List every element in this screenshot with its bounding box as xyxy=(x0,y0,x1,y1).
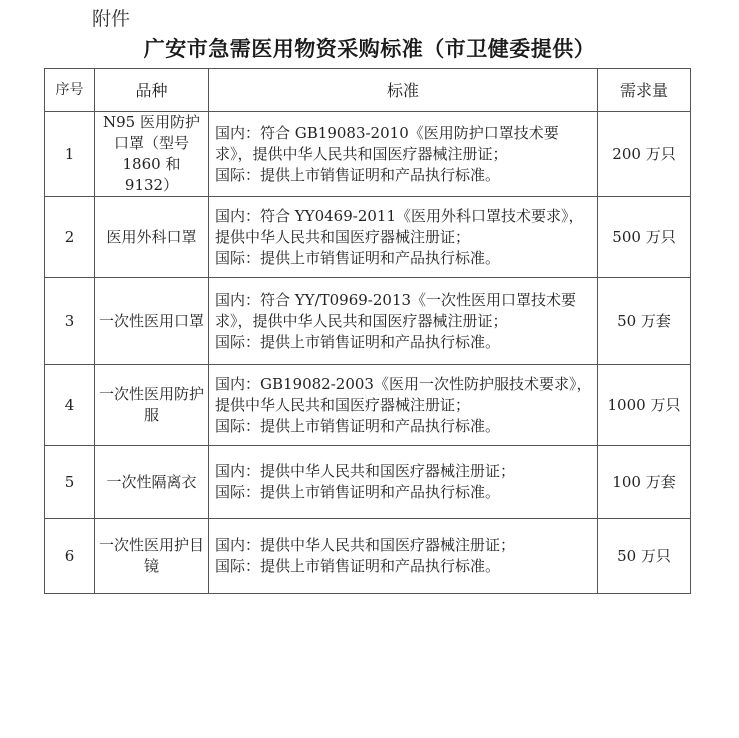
table-row xyxy=(45,365,691,446)
table-row xyxy=(45,278,691,365)
table-row xyxy=(45,446,691,519)
row-item: 医用外科口罩 xyxy=(95,197,209,278)
row-item: 一次性隔离衣 xyxy=(95,446,209,519)
row-standard xyxy=(209,519,598,594)
standard-domestic: 国内：符合 YY0469-2011《医用外科口罩技术要求》，提供中华人民共和国医疗器械注册证； xyxy=(215,206,584,246)
header-item: 品种 xyxy=(95,69,209,112)
standard-international: 国际：提供上市销售证明和产品执行标准。 xyxy=(215,416,501,435)
header-quantity: 需求量 xyxy=(598,69,691,112)
row-standard xyxy=(209,365,598,446)
standard-international: 国际：提供上市销售证明和产品执行标准。 xyxy=(215,332,501,351)
table-row xyxy=(45,112,691,197)
attachment-label: 附件 xyxy=(92,8,131,30)
row-standard xyxy=(209,446,598,519)
row-seq: 6 xyxy=(45,519,95,594)
standard-domestic: 国内：符合 YY/T0969-2013《一次性医用口罩技术要求》，提供中华人民共和国医疗器械注册证； xyxy=(215,290,577,330)
standard-domestic: 国内：GB19082-2003《医用一次性防护服技术要求》，提供中华人民共和国医疗器械注册证； xyxy=(215,374,592,414)
standard-domestic: 国内：提供中华人民共和国医疗器械注册证； xyxy=(215,536,516,554)
row-quantity: 50 万只 xyxy=(598,519,691,594)
row-standard xyxy=(209,112,598,197)
document-title: 广安市急需医用物资采购标准（市卫健委提供） xyxy=(143,36,596,61)
row-seq: 3 xyxy=(45,278,95,365)
procurement-standards-table xyxy=(44,68,691,594)
table-row xyxy=(45,197,691,278)
row-quantity: 200 万只 xyxy=(598,112,691,197)
standard-international: 国际：提供上市销售证明和产品执行标准。 xyxy=(215,248,501,267)
row-item: N95 医用防护口罩（型号 1860 和 9132） xyxy=(95,112,209,197)
header-seq: 序号 xyxy=(45,69,95,112)
table-row xyxy=(45,519,691,594)
row-item: 一次性医用口罩 xyxy=(95,278,209,365)
standard-international: 国际：提供上市销售证明和产品执行标准。 xyxy=(215,165,501,184)
row-seq: 5 xyxy=(45,446,95,519)
row-standard xyxy=(209,197,598,278)
row-seq: 2 xyxy=(45,197,95,278)
standard-international: 国际：提供上市销售证明和产品执行标准。 xyxy=(215,483,501,501)
row-item: 一次性医用护目镜 xyxy=(95,519,209,594)
row-quantity: 50 万套 xyxy=(598,278,691,365)
standard-domestic: 国内：提供中华人民共和国医疗器械注册证； xyxy=(215,462,516,480)
standard-international: 国际：提供上市销售证明和产品执行标准。 xyxy=(215,557,501,575)
row-item: 一次性医用防护服 xyxy=(95,365,209,446)
header-standard: 标准 xyxy=(209,69,598,112)
table-header-row xyxy=(45,69,691,112)
row-seq: 1 xyxy=(45,112,95,197)
row-quantity: 100 万套 xyxy=(598,446,691,519)
row-quantity: 500 万只 xyxy=(598,197,691,278)
row-quantity: 1000 万只 xyxy=(598,365,691,446)
standard-domestic: 国内：符合 GB19083-2010《医用防护口罩技术要求》，提供中华人民共和国医疗器械注册证； xyxy=(215,123,559,163)
row-standard xyxy=(209,278,598,365)
row-seq: 4 xyxy=(45,365,95,446)
